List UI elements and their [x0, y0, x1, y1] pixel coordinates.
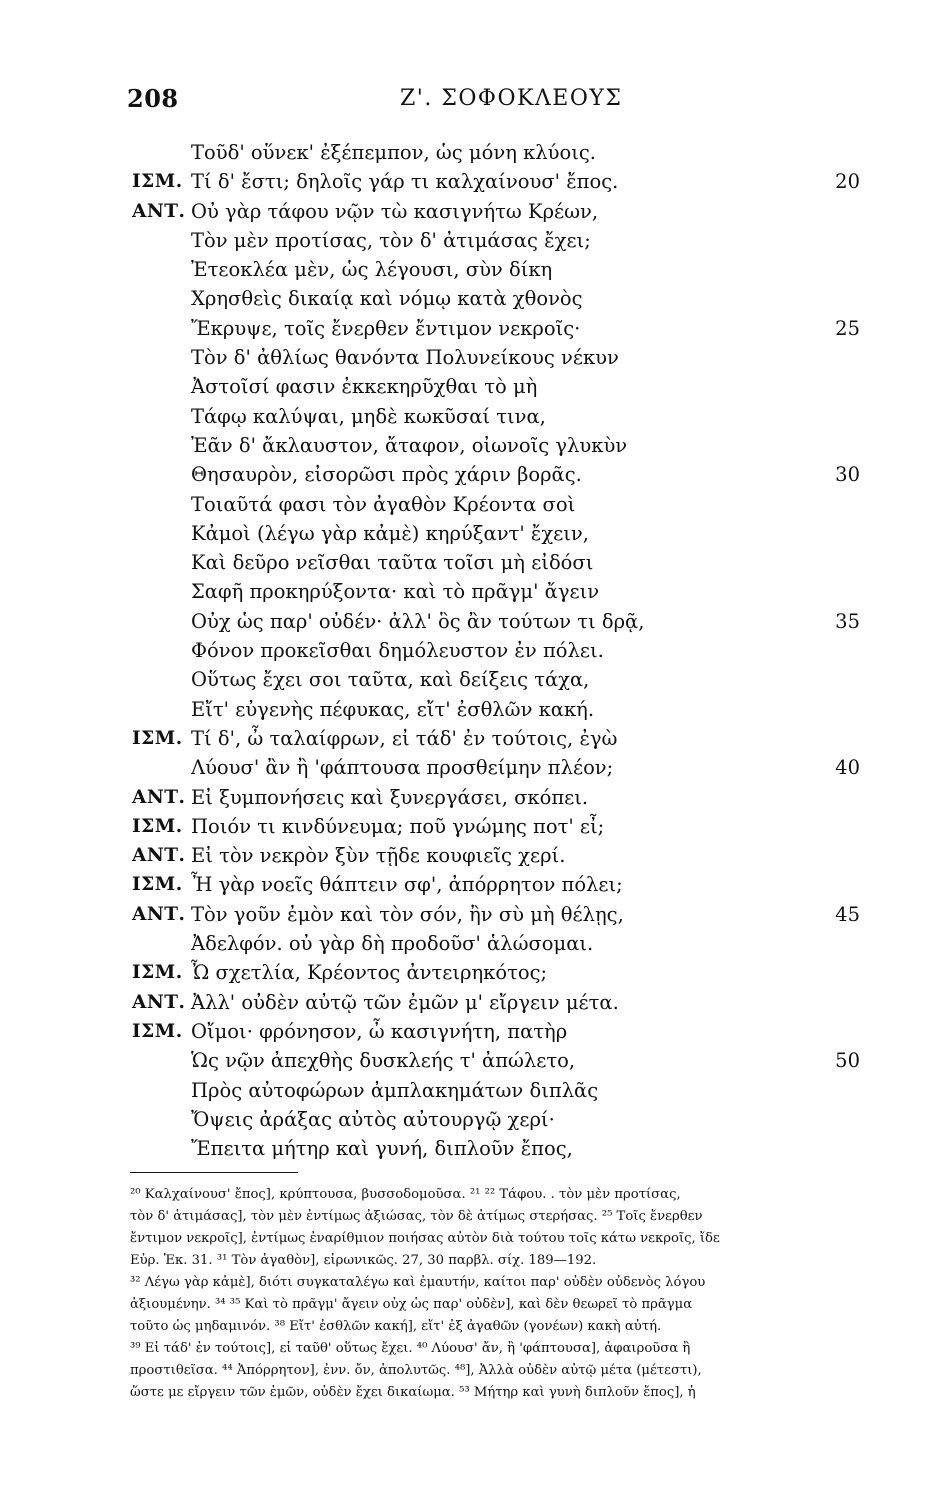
speaker-label: ΑΝΤ. [132, 991, 186, 1013]
verse-text: Ἐτεοκλέα μὲν, ὡς λέγουσι, σὺν δίκη [191, 258, 553, 282]
verse-line [0, 197, 927, 226]
verse-line [0, 343, 927, 372]
verse-text: Οὐχ ὡς παρ' οὐδέν· ἀλλ' ὃς ἂν τούτων τι δρᾷ, [191, 609, 645, 633]
verse-line [0, 870, 927, 899]
verse-text: Ἀδελφόν. οὐ γὰρ δὴ προδοῦσ' ἁλώσομαι. [191, 932, 594, 956]
verse-text: Χρησθεὶς δικαίᾳ καὶ νόμῳ κατὰ χθονὸς [191, 287, 583, 311]
verse-text: Οἴμοι· φρόνησον, ὦ κασιγνήτη, πατὴρ [191, 1019, 568, 1043]
verse-line [0, 958, 927, 987]
verse-line [0, 1134, 927, 1163]
footnote-rule [130, 1172, 298, 1173]
footnote-line: ὥστε με εἴργειν τῶν ἐμῶν, οὐδὲν ἔχει δικαίωμα. ⁵³ Μήτηρ καὶ γυνὴ διπλοῦν ἔπος], ἡ [130, 1385, 696, 1400]
verse-text: Ὦ σχετλία, Κρέοντος ἀντειρηκότος; [191, 961, 548, 985]
footnote-line: ²⁰ Καλχαίνουσ' ἔπος], κρύπτουσα, βυσσοδομοῦσα. ²¹ ²² Τάφου. . τὸν μὲν προτίσας, [130, 1187, 681, 1202]
verse-text: Καὶ δεῦρο νεῖσθαι ταῦτα τοῖσι μὴ εἰδόσι [191, 551, 594, 575]
verse-line [0, 900, 927, 929]
verse-text: Ὡς νῷν ἀπεχθὴς δυσκλεής τ' ἀπώλετο, [191, 1049, 576, 1073]
footnote-line: ἔντιμον νεκροῖς], ἐντίμως ἐναρίθμιον ποιήσας αὐτὸν διὰ τούτου τοῖς κάτω νεκροῖς, ἴδε [130, 1231, 720, 1246]
verse-line [0, 753, 927, 782]
verse-text: Πρὸς αὐτοφώρων ἀμπλακημάτων διπλᾶς [191, 1078, 599, 1102]
verse-line [0, 1017, 927, 1046]
verse-line [0, 1076, 927, 1105]
verse-line [0, 577, 927, 606]
verse-text: Τί δ' ἔστι; δηλοῖς γάρ τι καλχαίνουσ' ἔπος. [191, 170, 619, 194]
line-number: 25 [835, 316, 860, 340]
verse-line [0, 665, 927, 694]
line-number: 20 [835, 170, 860, 194]
footnote-line: προστιθεῖσα. ⁴⁴ Ἀπόρρητον], ἐνν. ὄν, ἀπολυτῶς. ⁴⁸], Ἀλλὰ οὐδὲν αὐτῷ μέτα (μέτεστι), [130, 1363, 702, 1378]
verse-line [0, 607, 927, 636]
verse-text: Οὐ γὰρ τάφου νῷν τὼ κασιγνήτω Κρέων, [191, 199, 599, 223]
speaker-label: ΑΝΤ. [132, 200, 186, 222]
verse-text: Σαφῆ προκηρύξοντα· καὶ τὸ πρᾶγμ' ἄγειν [191, 580, 600, 604]
speaker-label: ΙΣΜ. [132, 815, 183, 837]
verse-text: Τὸν γοῦν ἐμὸν καὶ τὸν σόν, ἢν σὺ μὴ θέλῃς, [191, 902, 624, 926]
speaker-label: ΙΣΜ. [132, 727, 183, 749]
line-number: 45 [835, 902, 860, 926]
speaker-label: ΙΣΜ. [132, 962, 183, 984]
verse-text: Φόνον προκεῖσθαι δημόλευστον ἐν πόλει. [191, 639, 604, 663]
verse-line [0, 841, 927, 870]
verse-line [0, 402, 927, 431]
verse-text: Ἔπειτα μήτηρ καὶ γυνή, διπλοῦν ἔπος, [191, 1137, 573, 1161]
verse-line [0, 460, 927, 489]
verse-text: Τί δ', ὦ ταλαίφρων, εἰ τάδ' ἐν τούτοις, ἐγὼ [191, 726, 618, 750]
verse-text: Θησαυρὸν, εἰσορῶσι πρὸς χάριν βορᾶς. [191, 463, 582, 487]
footnote-line: τὸν δ' ἀτιμάσας], τὸν μὲν ἐντίμως ἀξιώσας, τὸν δὲ ἀτίμως στερήσας. ²⁵ Τοῖς ἔνερθεν [130, 1209, 703, 1224]
running-head: Ζ'. ΣΟΦΟΚΛΕΟΥΣ [400, 86, 623, 111]
verse-text: Τὸν δ' ἀθλίως θανόντα Πολυνείκους νέκυν [191, 346, 619, 370]
verse-text: Κἀμοὶ (λέγω γὰρ κἀμὲ) κηρύξαντ' ἔχειν, [191, 521, 589, 545]
verse-text: Τοιαῦτά φασι τὸν ἀγαθὸν Κρέοντα σοὶ [191, 492, 576, 516]
page-number: 208 [127, 84, 179, 113]
verse-line [0, 1105, 927, 1134]
verse-line [0, 167, 927, 196]
verse-text: Ἦ γὰρ νοεῖς θάπτειν σφ', ἀπόρρητον πόλει; [191, 873, 623, 897]
speaker-label: ΑΝΤ. [132, 845, 186, 867]
verse-text: Τάφῳ καλύψαι, μηδὲ κωκῦσαί τινα, [191, 404, 546, 428]
verse-line [0, 929, 927, 958]
verse-text: Εἰ τὸν νεκρὸν ξὺν τῇδε κουφιεῖς χερί. [191, 844, 566, 868]
verse-line [0, 783, 927, 812]
page-header [0, 84, 927, 124]
line-number: 40 [835, 756, 860, 780]
verse-line [0, 636, 927, 665]
line-number: 35 [835, 609, 860, 633]
speaker-label: ΙΣΜ. [132, 874, 183, 896]
line-number: 50 [835, 1049, 860, 1073]
verse-text: Λύουσ' ἂν ἢ 'φάπτουσα προσθείμην πλέον; [191, 756, 614, 780]
footnote-line: τοῦτο ὡς μηδαμινόν. ³⁸ Εἴτ' ἐσθλῶν κακή], εἴτ' ἐξ ἀγαθῶν (γονέων) κακὴ αὐτή. [130, 1319, 662, 1334]
verse-block [0, 138, 927, 1163]
verse-text: Ἀστοῖσί φασιν ἐκκεκηρῦχθαι τὸ μὴ [191, 375, 538, 399]
verse-line [0, 372, 927, 401]
verse-text: Ὄψεις ἀράξας αὐτὸς αὐτουργῷ χερί· [191, 1107, 555, 1131]
verse-text: Οὕτως ἔχει σοι ταῦτα, καὶ δείξεις τάχα, [191, 668, 590, 692]
verse-text: Ἀλλ' οὐδὲν αὐτῷ τῶν ἐμῶν μ' εἴργειν μέτα. [191, 990, 619, 1014]
speaker-label: ΑΝΤ. [132, 786, 186, 808]
verse-text: Ποιόν τι κινδύνευμα; ποῦ γνώμης ποτ' εἶ; [191, 814, 605, 838]
footnote-line: ³² Λέγω γὰρ κἀμὲ], διότι συγκαταλέγω καὶ ἐμαυτήν, καίτοι παρ' οὐδὲν οὐδενὸς λόγου [130, 1275, 706, 1290]
speaker-label: ΙΣΜ. [132, 1020, 183, 1042]
line-number: 30 [835, 463, 860, 487]
verse-line [0, 314, 927, 343]
verse-line [0, 695, 927, 724]
verse-text: Ἔκρυψε, τοῖς ἔνερθεν ἔντιμον νεκροῖς· [191, 316, 581, 340]
verse-text: Εἴτ' εὐγενὴς πέφυκας, εἴτ' ἐσθλῶν κακή. [191, 697, 595, 721]
verse-line [0, 138, 927, 167]
verse-line [0, 284, 927, 313]
speaker-label: ΙΣΜ. [132, 171, 183, 193]
verse-line [0, 1046, 927, 1075]
verse-text: Ἐᾶν δ' ἄκλαυστον, ἄταφον, οἰωνοῖς γλυκὺν [191, 433, 628, 457]
verse-line [0, 724, 927, 753]
verse-line [0, 548, 927, 577]
verse-text: Τὸν μὲν προτίσας, τὸν δ' ἀτιμάσας ἔχει; [191, 228, 591, 252]
verse-text: Εἰ ξυμπονήσεις καὶ ξυνεργάσει, σκόπει. [191, 785, 589, 809]
verse-line [0, 431, 927, 460]
verse-line [0, 226, 927, 255]
verse-line [0, 519, 927, 548]
verse-line [0, 988, 927, 1017]
verse-text: Τοῦδ' οὕνεκ' ἐξέπεμπον, ὡς μόνη κλύοις. [191, 141, 596, 164]
verse-line [0, 812, 927, 841]
footnote-line: Εὐρ. Ἐκ. 31. ³¹ Τὸν ἀγαθὸν], εἰρωνικῶς. 27, 30 παρβλ. σίχ. 189—192. [130, 1253, 597, 1268]
speaker-label: ΑΝΤ. [132, 903, 186, 925]
footnote-line: ³⁹ Εἰ τάδ' ἐν τούτοις], εἰ ταῦθ' οὕτως ἔχει. ⁴⁰ Λύουσ' ἄν, ἢ 'φάπτουσα], ἀφαιροῦσα ἢ [130, 1341, 691, 1356]
footnote-line: ἀξιουμένην. ³⁴ ³⁵ Καὶ τὸ πρᾶγμ' ἄγειν οὐχ ὡς παρ' οὐδὲν], καὶ δὲν θεωρεῖ τὸ πρᾶγμα [130, 1297, 693, 1312]
verse-line [0, 490, 927, 519]
verse-line [0, 255, 927, 284]
